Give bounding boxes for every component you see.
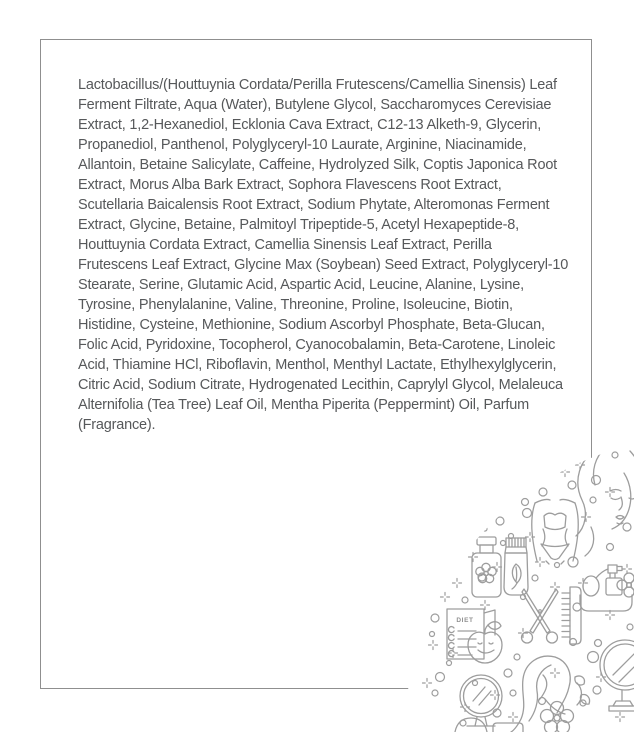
ingredients-line: Histidine, Cysteine, Methionine, Sodium Ascorbyl Phosphate, Beta-Glucan, <box>78 317 545 333</box>
cosmetic-bottle-icon <box>472 537 501 597</box>
ingredients-line: Extract, 1,2-Hexanediol, Ecklonia Cava Extract, C12-13 Alketh-9, Glycerin, <box>78 117 542 133</box>
ingredients-line: Extract, Glycine, Betaine, Palmitoyl Tripeptide-5, Acetyl Hexapeptide-8, <box>78 217 519 233</box>
ingredients-line: Stearate, Serine, Glutamic Acid, Aspartic Acid, Leucine, Alanine, Lysine, <box>78 277 524 293</box>
ingredients-line: Acid, Thiamine HCl, Riboflavin, Menthol, Menthyl Lactate, Ethylhexylglycerin, <box>78 357 557 373</box>
apple-icon <box>468 622 502 663</box>
comb-icon <box>562 587 581 644</box>
diet-label: DIET <box>456 617 474 624</box>
ingredients-line: Tyrosine, Phenylalanine, Valine, Threonine, Proline, Isoleucine, Biotin, <box>78 297 513 313</box>
ingredients-line: Frutescens Leaf Extract, Glycine Max (Soybean) Seed Extract, Polyglyceryl-10 <box>78 257 569 273</box>
diet-checklist-icon <box>447 609 495 659</box>
ingredients-line: (Fragrance). <box>78 417 156 433</box>
ingredients-line: Citric Acid, Sodium Citrate, Hydrogenated Lecithin, Caprylyl Glycol, Melaleuca <box>78 377 563 393</box>
ingredients-line: Scutellaria Baicalensis Root Extract, Sodium Phytate, Alteromonas Ferment <box>78 197 550 213</box>
scissors-icon <box>522 589 559 643</box>
ingredients-line: Folic Acid, Pyridoxine, Tocopherol, Cyanocobalamin, Beta-Carotene, Linoleic <box>78 337 556 353</box>
woman-hair-flower-icon <box>511 656 590 732</box>
ingredients-line: Extract, Morus Alba Bark Extract, Sophora Flavescens Root Extract, <box>78 177 502 193</box>
woman-face-icon <box>576 447 634 556</box>
cosmetic-tube-icon <box>504 538 528 595</box>
vanity-mirror-icon <box>455 675 523 732</box>
ingredients-line: Allantoin, Betaine Salicylate, Caffeine, Hydrolyzed Silk, Coptis Japonica Root <box>78 157 558 173</box>
ingredients-line: Ferment Filtrate, Aqua (Water), Butylene Glycol, Saccharomyces Cerevisiae <box>78 97 552 113</box>
ingredients-line: Lactobacillus/(Houttuynia Cordata/Perilla Frutescens/Camellia Sinensis) Leaf <box>78 77 557 93</box>
ingredients-line: Propanediol, Panthenol, Polyglyceryl-10 Laurate, Arginine, Niacinamide, <box>78 137 527 153</box>
perfume-atomizer-icon <box>580 565 634 611</box>
ingredients-line: Alternifolia (Tea Tree) Leaf Oil, Mentha Piperita (Peppermint) Oil, Parfum <box>78 397 529 413</box>
ingredients-line: Houttuynia Cordata Extract, Camellia Sinensis Leaf Extract, Perilla <box>78 237 492 253</box>
bikini-figure-icon <box>532 499 578 564</box>
ingredients-list <box>78 75 568 435</box>
